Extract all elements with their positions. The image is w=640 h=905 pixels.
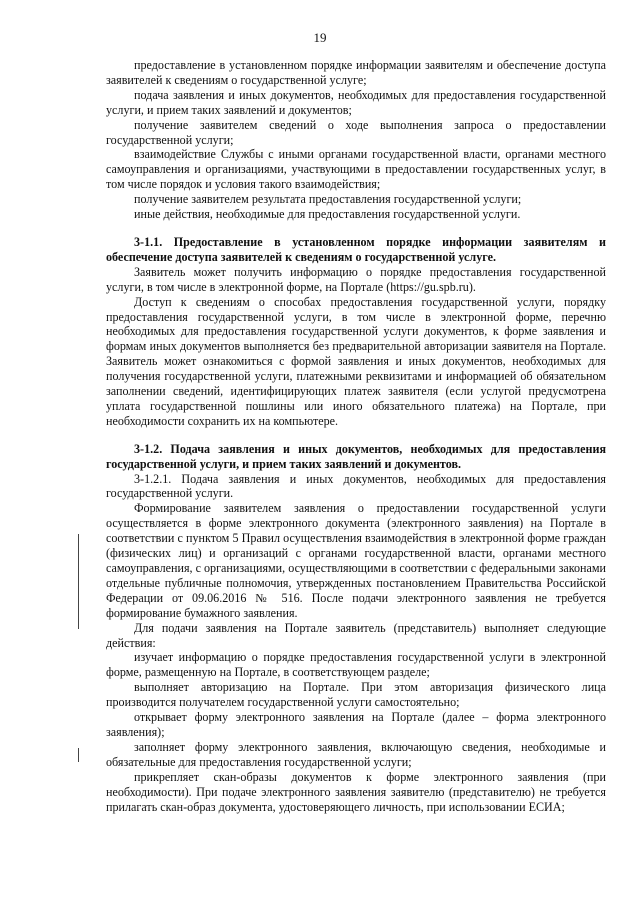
paragraph: изучает информацию о порядке предоставления государственной услуги в электронной форме, размещенную на Портале, в соответствующем разделе;	[106, 650, 606, 680]
paragraph: 3-1.2.1. Подача заявления и иных документов, необходимых для предоставления государственной услуги.	[106, 471, 606, 501]
paragraph: взаимодействие Службы с иными органами государственной власти, органами местного самоуправления и организациями, участвующими в предоставлении государственных услуг, в том числе порядок и условия такого взаимодействия;	[106, 147, 606, 192]
paragraph: выполняет авторизацию на Портале. При этом авторизация физического лица производится получателем государственной услуги самостоятельно;	[106, 680, 606, 710]
paragraph: прикрепляет скан-образы документов к форме электронного заявления (при необходимости). При подаче электронного заявления заявителю (представителю) не требуется прилагать скан-образ документа, удостоверяющего личность, при использовании ЕСИА;	[106, 769, 606, 814]
paragraph: предоставление в установленном порядке информации заявителям и обеспечение доступа заявителей к сведениям о государственной услуге;	[106, 58, 606, 87]
section-heading: 3-1.2. Подача заявления и иных документов, необходимых для предоставления государственной услуги, и прием таких заявлений и документов.	[106, 441, 606, 471]
paragraph: подача заявления и иных документов, необходимых для предоставления государственной услуги, и прием таких заявлений и документов;	[106, 87, 606, 117]
paragraph: Формирование заявителем заявления о предоставлении государственной услуги осуществляется в форме электронного документа (электронного заявления) на Портале в соответствии с пунктом 5 Правил осуществления взаимодействия в электронной форме граждан (физических лиц) и организаций с органами государственной власти, органами местного самоуправления, с организациями, осуществляющими в соответствии с федеральными законами отдельные публичные полномочия, утвержденных постановлением Правительства Российской Федерации от 09.06.2016 № 516. После подачи электронного заявления не требуется формирование бумажного заявления.	[106, 501, 606, 620]
paragraph: открывает форму электронного заявления на Портале (далее – форма электронного заявления);	[106, 710, 606, 739]
margin-mark	[78, 534, 79, 629]
section-heading: 3-1.1. Предоставление в установленном порядке информации заявителям и обеспечение доступа заявителей к сведениям о государственной услуге.	[106, 234, 606, 264]
page-number: 19	[313, 30, 327, 45]
paragraph: Для подачи заявления на Портале заявитель (представитель) выполняет следующие действия:	[106, 620, 606, 650]
paragraph: Заявитель может получить информацию о порядке предоставления государственной услуги, в том числе в электронной форме, на Портале (https://gu.spb.ru).	[106, 264, 606, 294]
paragraph: заполняет форму электронного заявления, включающую сведения, необходимые и обязательные для предоставления государственной услуги;	[106, 739, 606, 769]
paragraph: получение заявителем сведений о ходе выполнения запроса о предоставлении государственной услуги;	[106, 117, 606, 147]
paragraph: Доступ к сведениям о способах предоставления государственной услуги, порядку предоставления государственной услуги, в том числе в электронной форме, перечню необходимых для предоставления государственной услуги документов, к форме заявления и формам иных документов выполняется без предварительной авторизации заявителя на Портале. Заявитель может ознакомиться с формой заявления и иных документов, необходимых для получения государственной услуги, платежными реквизитами и информацией об обязательном заполнении сведений, идентифицирующих платеж заявителя (если услугой предусмотрена уплата государственной пошлины или иного обязательного платежа) на Портале, при необходимости сохранить их на компьютере.	[106, 294, 606, 428]
paragraph: иные действия, необходимые для предоставления государственной услуги.	[134, 207, 521, 222]
margin-mark	[78, 748, 79, 762]
paragraph: получение заявителем результата предоставления государственной услуги;	[134, 192, 522, 207]
document-body	[106, 58, 606, 814]
